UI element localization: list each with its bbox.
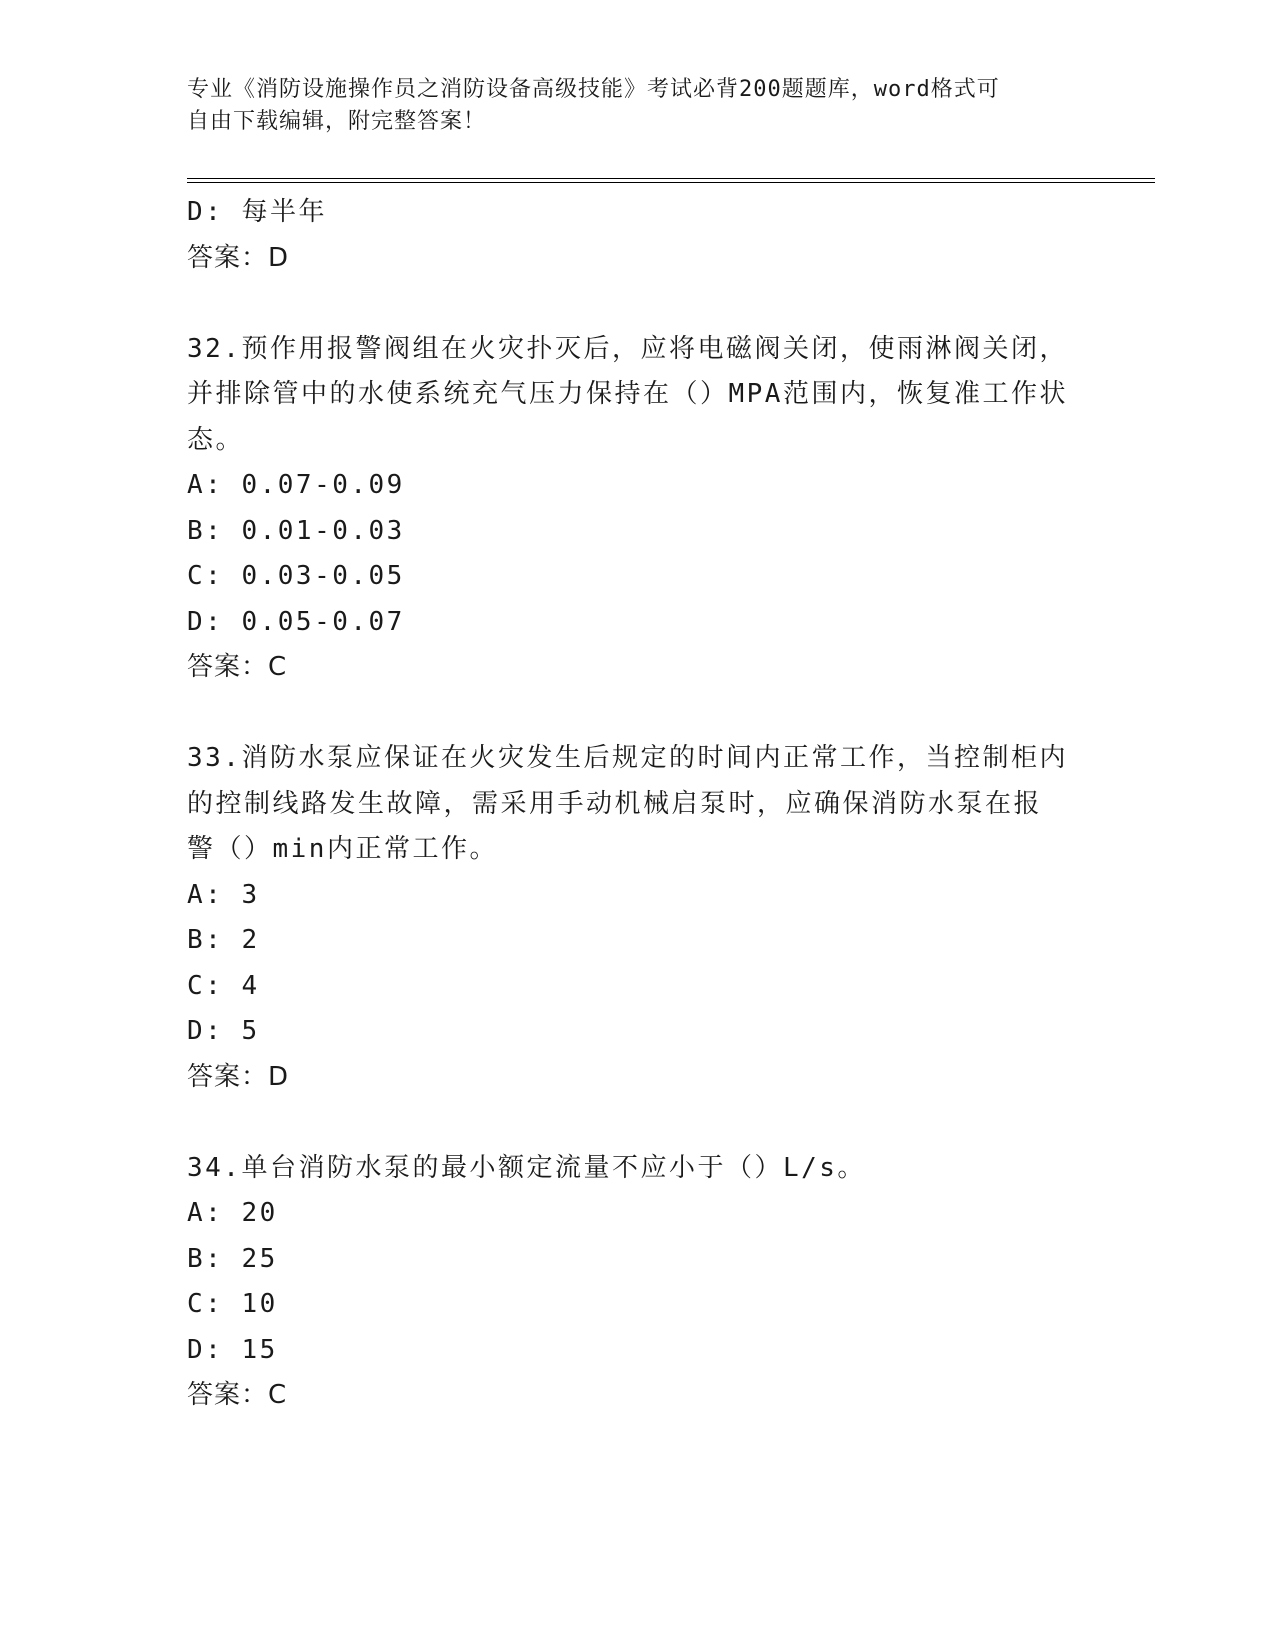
header-divider bbox=[187, 178, 1155, 183]
option-b: B: 0.01-0.03 bbox=[187, 515, 405, 546]
option-c: C: 10 bbox=[187, 1289, 278, 1319]
spacer bbox=[187, 281, 1087, 327]
answer-label: 答案：C bbox=[187, 1380, 288, 1410]
answer-label: 答案：D bbox=[187, 242, 290, 273]
option-a: A: 20 bbox=[187, 1198, 278, 1228]
option-a: A: 3 bbox=[187, 879, 260, 910]
header-title-line-2: 自由下载编辑，附完整答案！ bbox=[187, 109, 487, 134]
answer-label: 答案：C bbox=[187, 652, 288, 682]
spacer bbox=[187, 691, 1087, 737]
option-d: D: 每半年 bbox=[187, 197, 327, 227]
option-b: B: 25 bbox=[187, 1243, 278, 1274]
question-stem-line: 态。 bbox=[187, 424, 245, 455]
question-stem-line: 警（）min内正常工作。 bbox=[187, 834, 498, 864]
question-stem-line: 的控制线路发生故障，需采用手动机械启泵时，应确保消防水泵在报 bbox=[187, 788, 1043, 819]
question-stem-line: 32.预作用报警阀组在火灾扑灭后，应将电磁阀关闭，使雨淋阀关闭， bbox=[187, 333, 1068, 364]
question-stem bbox=[187, 327, 1087, 464]
question-stem-line: 33.消防水泵应保证在火灾发生后规定的时间内正常工作，当控制柜内 bbox=[187, 743, 1068, 773]
option-d: D: 5 bbox=[187, 1016, 260, 1046]
question-list bbox=[187, 190, 1087, 1419]
option-c: C: 0.03-0.05 bbox=[187, 561, 405, 591]
header-title-line-1: 专业《消防设施操作员之消防设备高级技能》考试必背200题题库，word格式可 bbox=[187, 77, 1000, 102]
question-stem bbox=[187, 1146, 1087, 1192]
option-b: B: 2 bbox=[187, 925, 260, 955]
option-a: A: 0.07-0.09 bbox=[187, 470, 405, 500]
option-d: D: 0.05-0.07 bbox=[187, 606, 405, 637]
answer-label: 答案：D bbox=[187, 1061, 290, 1092]
option-d: D: 15 bbox=[187, 1334, 278, 1365]
question-stem-line: 34.单台消防水泵的最小额定流量不应小于（）L/s。 bbox=[187, 1152, 866, 1183]
question-stem bbox=[187, 736, 1087, 873]
option-c: C: 4 bbox=[187, 970, 260, 1001]
spacer bbox=[187, 1100, 1087, 1146]
document-header bbox=[187, 74, 1067, 138]
question-stem-line: 并排除管中的水使系统充气压力保持在（）MPA范围内，恢复准工作状 bbox=[187, 379, 1068, 409]
